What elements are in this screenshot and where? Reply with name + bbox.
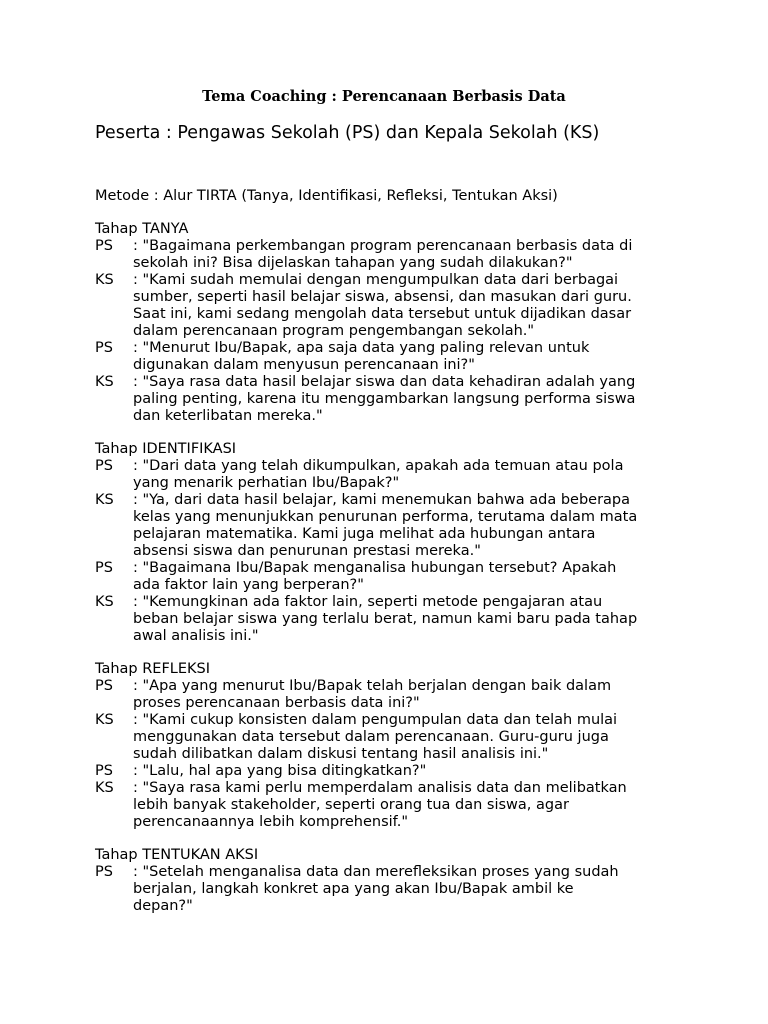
speaker-label: PS — [95, 238, 113, 254]
dialogue-text: : "Menurut Ibu/Bapak, apa saja data yang paling relevan untuk digunakan dalam menyusun perencanaan ini?" — [133, 340, 590, 373]
dialogue-line — [95, 340, 728, 374]
section-tentukan-aksi — [95, 847, 728, 915]
dialogue-line — [95, 458, 728, 492]
dialogue-text: : "Kami sudah memulai dengan mengumpulkan data dari berbagai sumber, seperti hasil belajar siswa, absensi, dan masukan dari guru. Saat ini, kami sedang mengolah data tersebut untuk dijadikan dasar dalam perencanaan program pengembangan sekolah." — [133, 272, 632, 339]
section-heading: Tahap IDENTIFIKASI — [95, 441, 237, 457]
participants-line: Peserta : Pengawas Sekolah (PS) dan Kepala Sekolah (KS) — [95, 123, 600, 143]
method-line: Metode : Alur TIRTA (Tanya, Identifikasi, Refleksi, Tentukan Aksi) — [95, 188, 558, 204]
section-heading: Tahap TANYA — [95, 221, 189, 237]
dialogue-text: : "Saya rasa kami perlu memperdalam analisis data dan melibatkan lebih banyak stakeholder, seperti orang tua dan siswa, agar perencanaannya lebih komprehensif." — [133, 780, 627, 830]
dialogue-line — [95, 374, 728, 425]
speaker-label: KS — [95, 594, 114, 610]
section-heading: Tahap TENTUKAN AKSI — [95, 847, 259, 863]
speaker-label: KS — [95, 712, 114, 728]
dialogue-text: : "Lalu, hal apa yang bisa ditingkatkan?" — [133, 763, 427, 779]
dialogue-line — [95, 272, 728, 340]
dialogue-text: : "Dari data yang telah dikumpulkan, apakah ada temuan atau pola yang menarik perhatian Ibu/Bapak?" — [133, 458, 624, 491]
dialogue-text: : "Bagaimana Ibu/Bapak menganalisa hubungan tersebut? Apakah ada faktor lain yang berperan?" — [133, 560, 617, 593]
dialogue-text: : "Setelah menganalisa data dan merefleksikan proses yang sudah berjalan, langkah konkret apa yang akan Ibu/Bapak ambil ke depan?" — [133, 864, 619, 914]
dialogue-line — [95, 594, 728, 645]
speaker-label: PS — [95, 560, 113, 576]
speaker-label: PS — [95, 864, 113, 880]
dialogue-line — [95, 780, 728, 831]
speaker-label: PS — [95, 340, 113, 356]
dialogue-line — [95, 712, 728, 763]
speaker-label: KS — [95, 780, 114, 796]
dialogue-text: : "Apa yang menurut Ibu/Bapak telah berjalan dengan baik dalam proses perencanaan berbasis data ini?" — [133, 678, 612, 711]
section-refleksi — [95, 661, 728, 831]
dialogue-line — [95, 763, 728, 780]
speaker-label: KS — [95, 374, 114, 390]
document-title: Tema Coaching : Perencanaan Berbasis Data — [202, 88, 566, 105]
dialogue-text: : "Kami cukup konsisten dalam pengumpulan data dan telah mulai menggunakan data tersebut dalam perencanaan. Guru-guru juga sudah dilibatkan dalam diskusi tentang hasil analisis ini." — [133, 712, 618, 762]
dialogue-line — [95, 560, 728, 594]
dialogue-text: : "Kemungkinan ada faktor lain, seperti metode pengajaran atau beban belajar siswa yang terlalu berat, namun kami baru pada tahap awal analisis ini." — [133, 594, 638, 644]
dialogue-text: : "Ya, dari data hasil belajar, kami menemukan bahwa ada beberapa kelas yang menunjukkan penurunan performa, terutama dalam mata pelajaran matematika. Kami juga melihat ada hubungan antara absensi siswa dan penurunan prestasi mereka." — [133, 492, 638, 559]
speaker-label: KS — [95, 272, 114, 288]
section-identifikasi — [95, 441, 728, 645]
speaker-label: PS — [95, 678, 113, 694]
dialogue-line — [95, 864, 728, 915]
speaker-label: PS — [95, 763, 113, 779]
speaker-label: PS — [95, 458, 113, 474]
dialogue-text: : "Bagaimana perkembangan program perencanaan berbasis data di sekolah ini? Bisa dijelaskan tahapan yang sudah dilakukan?" — [133, 238, 633, 271]
speaker-label: KS — [95, 492, 114, 508]
section-heading: Tahap REFLEKSI — [95, 661, 211, 677]
dialogue-line — [95, 238, 728, 272]
dialogue-line — [95, 492, 728, 560]
dialogue-text: : "Saya rasa data hasil belajar siswa dan data kehadiran adalah yang paling penting, karena itu menggambarkan langsung performa siswa dan keterlibatan mereka." — [133, 374, 636, 424]
section-tanya — [95, 221, 728, 425]
dialogue-line — [95, 678, 728, 712]
